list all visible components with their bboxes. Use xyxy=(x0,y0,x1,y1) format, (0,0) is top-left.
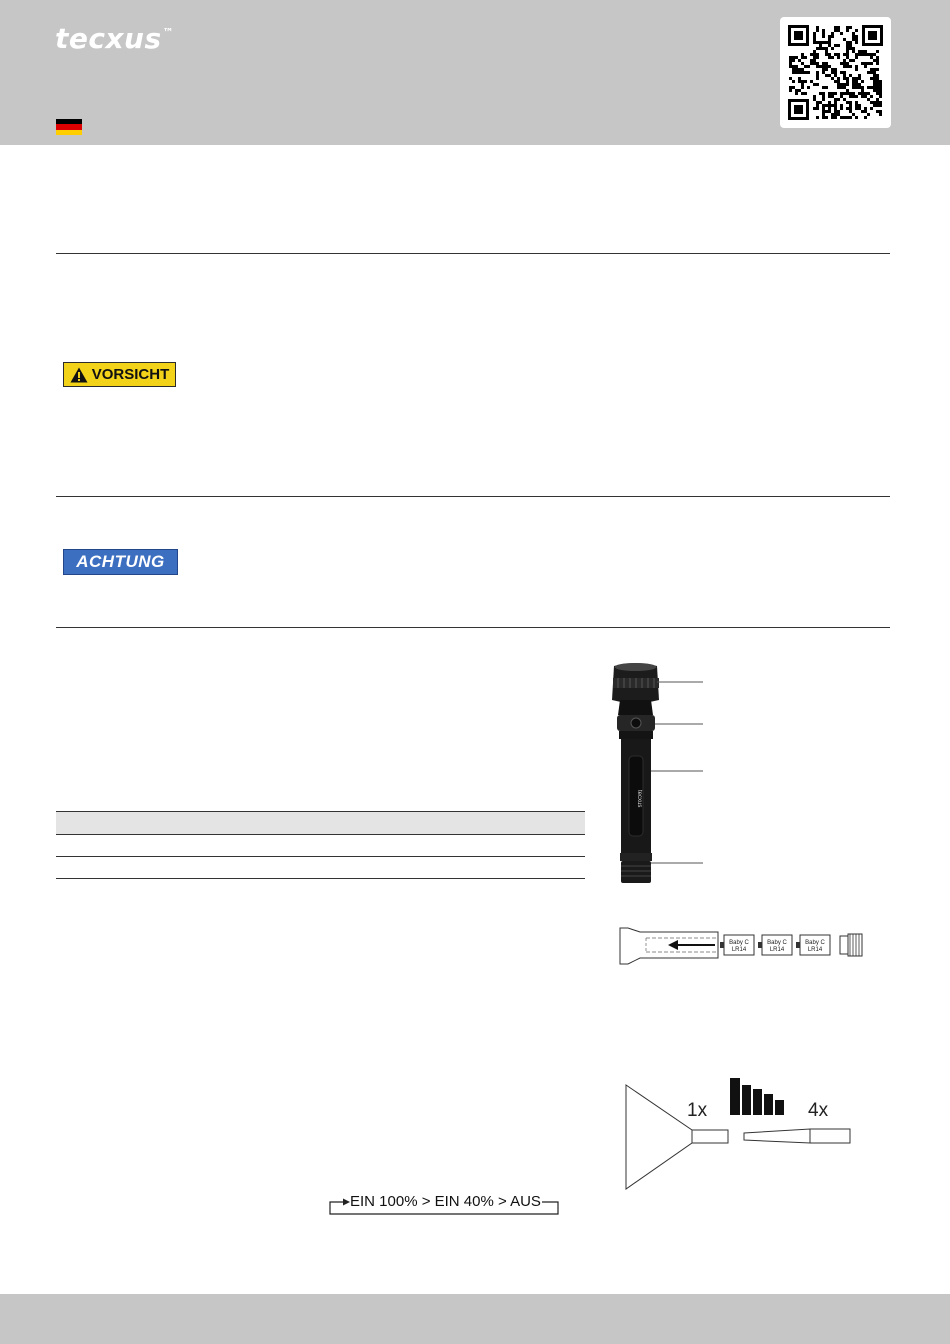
battery-insertion-figure xyxy=(618,922,866,970)
mode-cycle-diagram xyxy=(328,1192,560,1216)
qr-code xyxy=(780,17,891,128)
warning-triangle-icon xyxy=(70,367,88,383)
flashlight-figure xyxy=(600,660,710,890)
section-divider xyxy=(56,627,890,628)
battery-type-label: Baby C xyxy=(805,940,825,946)
section-divider xyxy=(56,496,890,497)
battery-cell xyxy=(758,935,792,955)
page-footer xyxy=(0,1294,950,1344)
brand-logo: tecxus™ xyxy=(55,22,175,55)
battery-type-label: Baby C xyxy=(729,940,749,946)
battery-code-label: LR14 xyxy=(769,947,785,953)
battery-code-label: LR14 xyxy=(807,947,823,953)
single-press-count: 1x xyxy=(687,1100,708,1121)
flashlight-brand-label: tecxus xyxy=(636,790,642,808)
table-header xyxy=(56,811,585,835)
caution-label: VORSICHT xyxy=(91,366,170,383)
table-row-divider xyxy=(56,878,585,879)
mode-cycle-text: EIN 100% > EIN 40% > AUS xyxy=(350,1193,541,1210)
battery-cell xyxy=(720,935,754,955)
battery-code-label: LR14 xyxy=(731,947,747,953)
quadruple-press-count: 4x xyxy=(808,1100,829,1121)
battery-cell xyxy=(796,935,830,955)
notice-badge xyxy=(63,549,178,575)
section-divider xyxy=(56,253,890,254)
page-header xyxy=(0,0,950,145)
beam-modes-figure xyxy=(620,1075,860,1193)
battery-type-label: Baby C xyxy=(767,940,787,946)
table-row-divider xyxy=(56,856,585,857)
notice-label: ACHTUNG xyxy=(76,552,165,571)
german-flag-icon xyxy=(56,119,82,135)
brightness-bars-icon xyxy=(730,1078,784,1115)
caution-badge xyxy=(63,362,176,387)
